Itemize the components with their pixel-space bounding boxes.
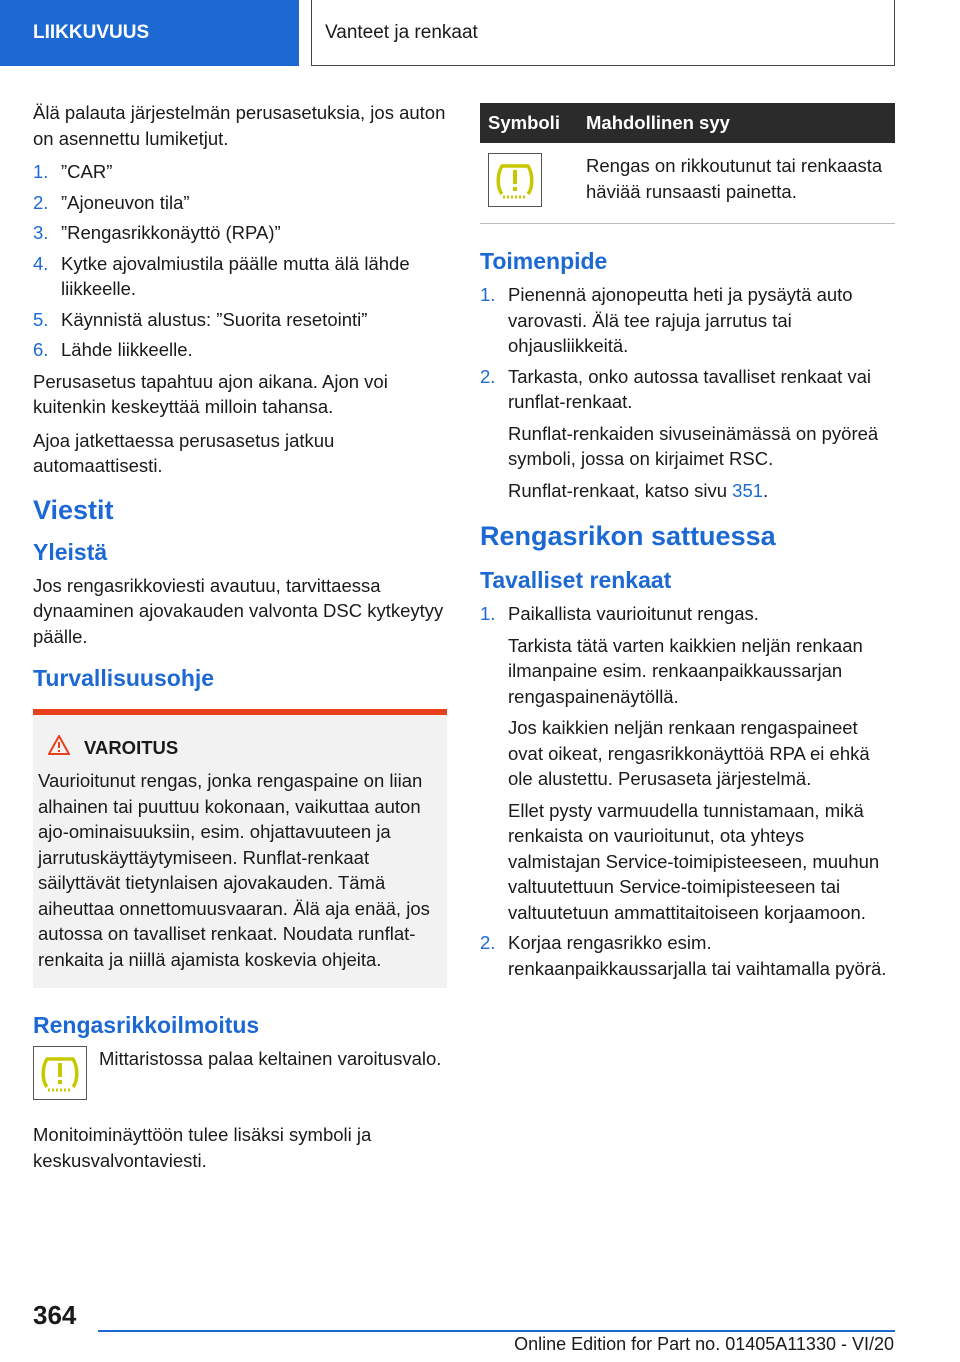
list-item <box>480 364 895 504</box>
heading-turvallisuusohje: Turvallisuusohje <box>33 665 215 691</box>
intro-paragraph: Älä palauta järjestelmän perusasetuksia, jos auton on asennettu lumiketjut. <box>33 102 446 149</box>
list-text: Tarkasta, onko autossa tavalliset renkaat vai runflat-renkaat. <box>508 365 871 412</box>
list-text: Käynnistä alustus: ”Suorita resetointi” <box>61 308 368 330</box>
list-text: ”Ajoneuvon tila” <box>61 191 190 213</box>
list-subtext-ref <box>508 478 895 504</box>
warning-triangle-icon <box>48 735 84 760</box>
yleista-paragraph: Jos rengasrikkoviesti avautuu, tarvittaessa dynaaminen ajovakauden valvonta DSC kytkeytyy päälle. <box>33 574 444 647</box>
symbol-cell <box>480 143 578 224</box>
toimenpide-list <box>480 282 895 503</box>
list-number: 6. <box>33 339 49 360</box>
list-text: Paikallista vaurioitunut rengas. <box>508 603 759 624</box>
left-column <box>33 100 447 1181</box>
chapter-header <box>311 0 895 66</box>
list-number: 1. <box>480 603 496 624</box>
list-subtext: Tarkista tätä varten kaikkien neljän renkaan ilmanpaine esim. renkaanpaikkaussarjan rengaspainenäytöllä. <box>508 634 863 707</box>
list-item <box>33 190 447 216</box>
list-text: Lähde liikkeelle. <box>61 339 193 360</box>
table-header-cause: Mahdollinen syy <box>578 103 895 143</box>
section-tab[interactable] <box>0 0 299 66</box>
table-row <box>480 143 895 224</box>
ilmoitus-paragraph: Monitoiminäyttöön tulee lisäksi symboli ja keskusvalvontaviesti. <box>33 1124 372 1171</box>
indicator-notice <box>33 1046 447 1100</box>
list-number: 1. <box>480 284 496 305</box>
list-subtext: Runflat-renkaiden sivuseinämässä on pyöreä symboli, jossa on kirjaimet RSC. <box>508 422 879 469</box>
tire-pressure-warning-icon <box>488 153 542 207</box>
heading-toimenpide: Toimenpide <box>480 248 608 274</box>
list-item <box>33 159 447 185</box>
heading-rengasrikon-sattuessa: Rengasrikon sattuessa <box>480 521 776 551</box>
list-text: Kytke ajovalmiustila päälle mutta älä lähde liikkeelle. <box>61 252 410 299</box>
ref-end: . <box>763 479 769 501</box>
right-column <box>480 100 895 987</box>
list-text: Korjaa rengasrikko esim. renkaanpaikkaussarjalla tai vaihtamalla pyörä. <box>508 932 887 979</box>
table-header-symbol: Symboli <box>480 103 578 143</box>
section-label: LIIKKUVUUS <box>33 22 150 43</box>
warning-title <box>38 735 439 760</box>
page-link[interactable]: 351 <box>732 479 764 501</box>
edition-text: Online Edition for Part no. 01405A11330 - VI/20 <box>514 1334 894 1354</box>
list-number: 2. <box>480 365 496 387</box>
warning-box <box>33 709 447 988</box>
list-item <box>33 220 447 246</box>
list-item <box>33 251 447 302</box>
page-number: 364 <box>33 1300 77 1330</box>
warning-text: Vaurioitunut rengas, jonka rengaspaine on liian alhainen tai puuttuu kokonaan, vaikuttaa auton ajo-ominaisuuksiin, esim. ohjattavuuteen ja jarrutuskäyttäytymiseen. Runflat-renkaat säilyttävät tietynlaisen ajovakauden. Tämä aiheuttaa onnettomuusvaaran. Älä aja enää, jos autossa on tavalliset renkaat. Noudata runflat-renkaita ja niillä ajamista koskevia ohjeita. <box>38 770 430 970</box>
list-number: 1. <box>33 161 49 182</box>
paragraph: Ajoa jatkettaessa perusasetus jatkuu automaattisesti. <box>33 429 335 476</box>
list-subtext: Ellet pysty varmuudella tunnistamaan, mikä renkaista on vaurioitunut, ota yhteys valmistajan Service-toimipisteeseen, muuhun valtuutettuun Service-toimipisteeseen tai valtuutetuun ammattitaitoiseen korjaamoon. <box>508 799 880 923</box>
list-item <box>480 930 895 981</box>
footer-divider <box>98 1330 895 1332</box>
list-number: 5. <box>33 308 49 330</box>
tavalliset-list <box>480 601 895 981</box>
heading-rengasrikkoilmoitus: Rengasrikkoilmoitus <box>33 1012 260 1038</box>
cause-cell: Rengas on rikkoutunut tai renkaasta häviää runsaasti painetta. <box>578 143 895 224</box>
indicator-text: Mittaristossa palaa keltainen varoitusvalo. <box>99 1048 442 1069</box>
heading-tavalliset-renkaat: Tavalliset renkaat <box>480 567 672 593</box>
symbol-table <box>480 103 895 224</box>
list-body <box>508 601 895 925</box>
chapter-label: Vanteet ja renkaat <box>325 21 478 43</box>
tire-pressure-warning-icon <box>33 1046 87 1100</box>
list-number: 2. <box>33 191 49 213</box>
reset-steps-list <box>33 159 447 363</box>
list-item <box>33 307 447 333</box>
list-number: 4. <box>33 252 49 274</box>
list-text: ”CAR” <box>61 161 113 182</box>
list-number: 2. <box>480 932 496 953</box>
list-body <box>508 364 895 504</box>
heading-yleista: Yleistä <box>33 538 108 565</box>
list-number: 3. <box>33 222 49 243</box>
paragraph: Perusasetus tapahtuu ajon aikana. Ajon voi kuitenkin keskeyttää milloin tahansa. <box>33 370 388 417</box>
list-item <box>480 282 895 359</box>
warning-title-text: VAROITUS <box>84 736 179 758</box>
list-text: Pienennä ajonopeutta heti ja pysäytä auto varovasti. Älä tee rajuja jarrutus tai ohjausliikkeitä. <box>508 284 853 356</box>
heading-viestit: Viestit <box>33 494 114 525</box>
list-subtext: Jos kaikkien neljän renkaan rengaspaineet ovat oikeat, rengasrikkonäyttöä RPA ei ehkä ole alustettu. Perusaseta järjestelmä. <box>508 717 870 789</box>
ref-text: Runflat-renkaat, katso sivu <box>508 479 733 501</box>
list-item <box>480 601 895 925</box>
list-text: ”Rengasrikkonäyttö (RPA)” <box>61 222 281 243</box>
list-item <box>33 337 447 363</box>
